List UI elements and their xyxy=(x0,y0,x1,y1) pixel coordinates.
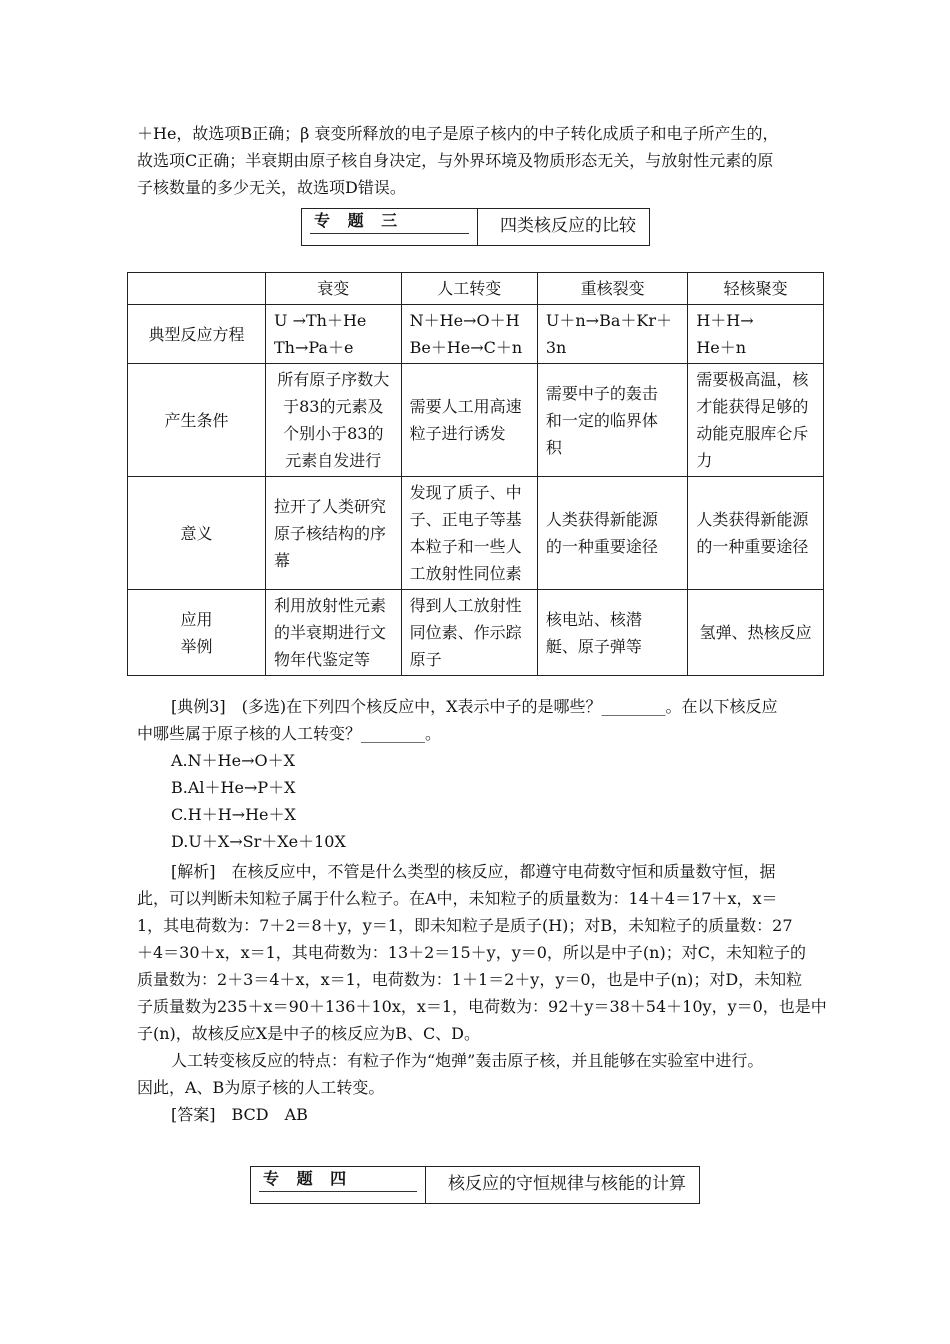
table-row xyxy=(128,364,824,477)
topic-3-underline xyxy=(310,233,469,234)
cell-line: 的半衰期进行文 xyxy=(274,623,387,642)
cell-line: H＋H→ xyxy=(696,311,754,330)
table-header-cell: 重核裂变 xyxy=(537,273,687,305)
row-label-line: 应用 xyxy=(180,609,213,629)
topic-3-label-box xyxy=(302,209,478,245)
intro-line: 故选项C正确；半衰期由原子核自身决定，与外界环境及物质形态无关，与放射性元素的原 xyxy=(137,151,774,170)
cell-line: 拉开了人类研究 xyxy=(274,496,387,516)
table-header-cell xyxy=(128,273,266,305)
cell-line: N＋He→O＋H xyxy=(409,311,520,330)
table-cell xyxy=(266,364,402,477)
example-3 xyxy=(137,693,817,855)
cell-line: 人类获得新能源 xyxy=(545,510,658,529)
table-cell xyxy=(688,590,824,676)
cell-line: 本粒子和一些人 xyxy=(409,537,522,556)
cell-line: Th→Pa＋e xyxy=(274,338,354,357)
topic-3-label: 专 题 三 xyxy=(314,211,404,230)
cell-line: 力 xyxy=(696,451,713,470)
topic-3-header xyxy=(301,208,650,246)
example-question-line: [典例3] (多选)在下列四个核反应中，X表示中子的是哪些？________。在以下核反应 xyxy=(171,697,778,716)
cell-line: 子、正电子等基 xyxy=(409,510,522,529)
feature-line: 人工转变核反应的特点：有粒子作为“炮弹”轰击原子核，并且能够在实验室中进行。 xyxy=(171,1051,764,1070)
cell-line: 得到人工放射性 xyxy=(409,596,522,615)
cell-line: 个别小于83的 xyxy=(283,424,384,443)
cell-line: 物年代鉴定等 xyxy=(274,650,371,669)
row-label: 意义 xyxy=(128,477,266,590)
cell-line: 的一种重要途径 xyxy=(696,537,809,556)
cell-line: 积 xyxy=(545,437,562,457)
cell-line: 工放射性同位素 xyxy=(409,564,522,583)
table-cell xyxy=(401,590,537,676)
cell-line: 和一定的临界体 xyxy=(545,410,658,430)
answer-line: [答案] BCD AB xyxy=(171,1105,308,1124)
topic-4-underline xyxy=(259,1191,417,1192)
row-label: 产生条件 xyxy=(128,364,266,477)
cell-line: 幕 xyxy=(274,550,291,570)
cell-line: 发现了质子、中 xyxy=(409,483,522,502)
cell-line: 于83的元素及 xyxy=(283,397,384,416)
table-cell xyxy=(537,305,687,364)
table-cell xyxy=(537,364,687,477)
table-header-row xyxy=(128,273,824,305)
table-header-cell: 轻核聚变 xyxy=(688,273,824,305)
cell-line: 元素自发进行 xyxy=(285,451,382,470)
intro-line: ＋He，故选项B正确；β 衰变所释放的电子是原子核内的中子转化成质子和电子所产生的， xyxy=(137,124,779,143)
example-option: C.H＋H→He＋X xyxy=(171,805,296,824)
intro-line: 子核数量的多少无关，故选项D错误。 xyxy=(137,178,406,197)
row-label: 典型反应方程 xyxy=(128,305,266,364)
cell-line: 原子 xyxy=(409,650,442,669)
table-cell xyxy=(537,590,687,676)
nuclear-reaction-comparison-table xyxy=(127,272,824,676)
cell-line: 需要人工用高速 xyxy=(409,397,522,416)
cell-line: 所有原子序数大 xyxy=(277,370,390,389)
cell-line: 才能获得足够的 xyxy=(696,397,809,416)
table-header-cell: 衰变 xyxy=(266,273,402,305)
cell-line: 的一种重要途径 xyxy=(545,537,658,556)
row-label xyxy=(128,590,266,676)
topic-4-header xyxy=(250,1166,700,1204)
cell-line: 需要极高温，核 xyxy=(696,370,809,389)
analysis-line: 子(n)，故核反应X是中子的核反应为B、C、D。 xyxy=(137,1024,481,1043)
table-cell xyxy=(401,477,537,590)
cell-line: 动能克服库仑斥 xyxy=(696,424,809,443)
table-cell xyxy=(266,305,402,364)
table-cell xyxy=(688,364,824,477)
cell-line: Be＋He→C＋n xyxy=(409,338,523,357)
table-cell xyxy=(401,305,537,364)
cell-line: 原子核结构的序 xyxy=(274,523,387,543)
intro-paragraph xyxy=(137,120,817,201)
analysis-line: 子质量数为235＋x＝90＋136＋10x，x＝1，电荷数为：92＋y＝38＋54＋10y，y＝0，也是中 xyxy=(137,997,827,1016)
table-cell xyxy=(266,590,402,676)
cell-line: 氢弹、热核反应 xyxy=(699,623,812,642)
table-row xyxy=(128,590,824,676)
cell-line: 粒子进行诱发 xyxy=(409,424,506,443)
topic-4-label-box xyxy=(251,1167,426,1203)
analysis xyxy=(137,858,827,1128)
feature-line: 因此，A、B为原子核的人工转变。 xyxy=(137,1078,385,1097)
cell-line: 人类获得新能源 xyxy=(696,510,809,529)
topic-4-label: 专 题 四 xyxy=(263,1169,353,1188)
table-row xyxy=(128,305,824,364)
table-row xyxy=(128,477,824,590)
table-cell xyxy=(688,305,824,364)
topic-3-title: 四类核反应的比较 xyxy=(500,216,636,236)
row-label-line: 举例 xyxy=(180,636,213,656)
cell-line: 3n xyxy=(545,338,567,357)
table-cell xyxy=(401,364,537,477)
analysis-line: 1，其电荷数为：7＋2＝8＋y，y＝1，即未知粒子是质子(H)；对B，未知粒子的质量数：27 xyxy=(137,916,793,935)
example-question-line: 中哪些属于原子核的人工转变？________。 xyxy=(137,724,442,743)
example-option: B.Al＋He→P＋X xyxy=(171,778,296,797)
analysis-line: 质量数为：2＋3＝4＋x，x＝1，电荷数为：1＋1＝2＋y，y＝0，也是中子(n)；对D，未知粒 xyxy=(137,970,803,989)
table-cell xyxy=(688,477,824,590)
example-option: A.N＋He→O＋X xyxy=(171,751,295,770)
cell-line: He＋n xyxy=(696,338,747,357)
table-cell xyxy=(266,477,402,590)
cell-line: 利用放射性元素 xyxy=(274,596,387,615)
cell-line: 需要中子的轰击 xyxy=(545,383,658,403)
cell-line: U＋n→Ba＋Kr＋ xyxy=(545,311,672,330)
example-option: D.U＋X→Sr＋Xe＋10X xyxy=(171,832,346,851)
table-cell xyxy=(537,477,687,590)
analysis-line: ＋4＝30＋x，x＝1，其电荷数为：13＋2＝15＋y，y＝0，所以是中子(n)；对C，未知粒子的 xyxy=(137,943,806,962)
cell-line: U →Th＋He xyxy=(274,311,367,330)
cell-line: 同位素、作示踪 xyxy=(409,623,522,642)
cell-line: 艇、原子弹等 xyxy=(545,636,642,656)
topic-4-title: 核反应的守恒规律与核能的计算 xyxy=(448,1174,686,1194)
analysis-line: [解析] 在核反应中，不管是什么类型的核反应，都遵守电荷数守恒和质量数守恒，据 xyxy=(171,862,776,881)
table-header-cell: 人工转变 xyxy=(401,273,537,305)
analysis-line: 此，可以判断未知粒子属于什么粒子。在A中，未知粒子的质量数为：14＋4＝17＋x，x＝ xyxy=(137,889,778,908)
cell-line: 核电站、核潜 xyxy=(545,609,642,629)
